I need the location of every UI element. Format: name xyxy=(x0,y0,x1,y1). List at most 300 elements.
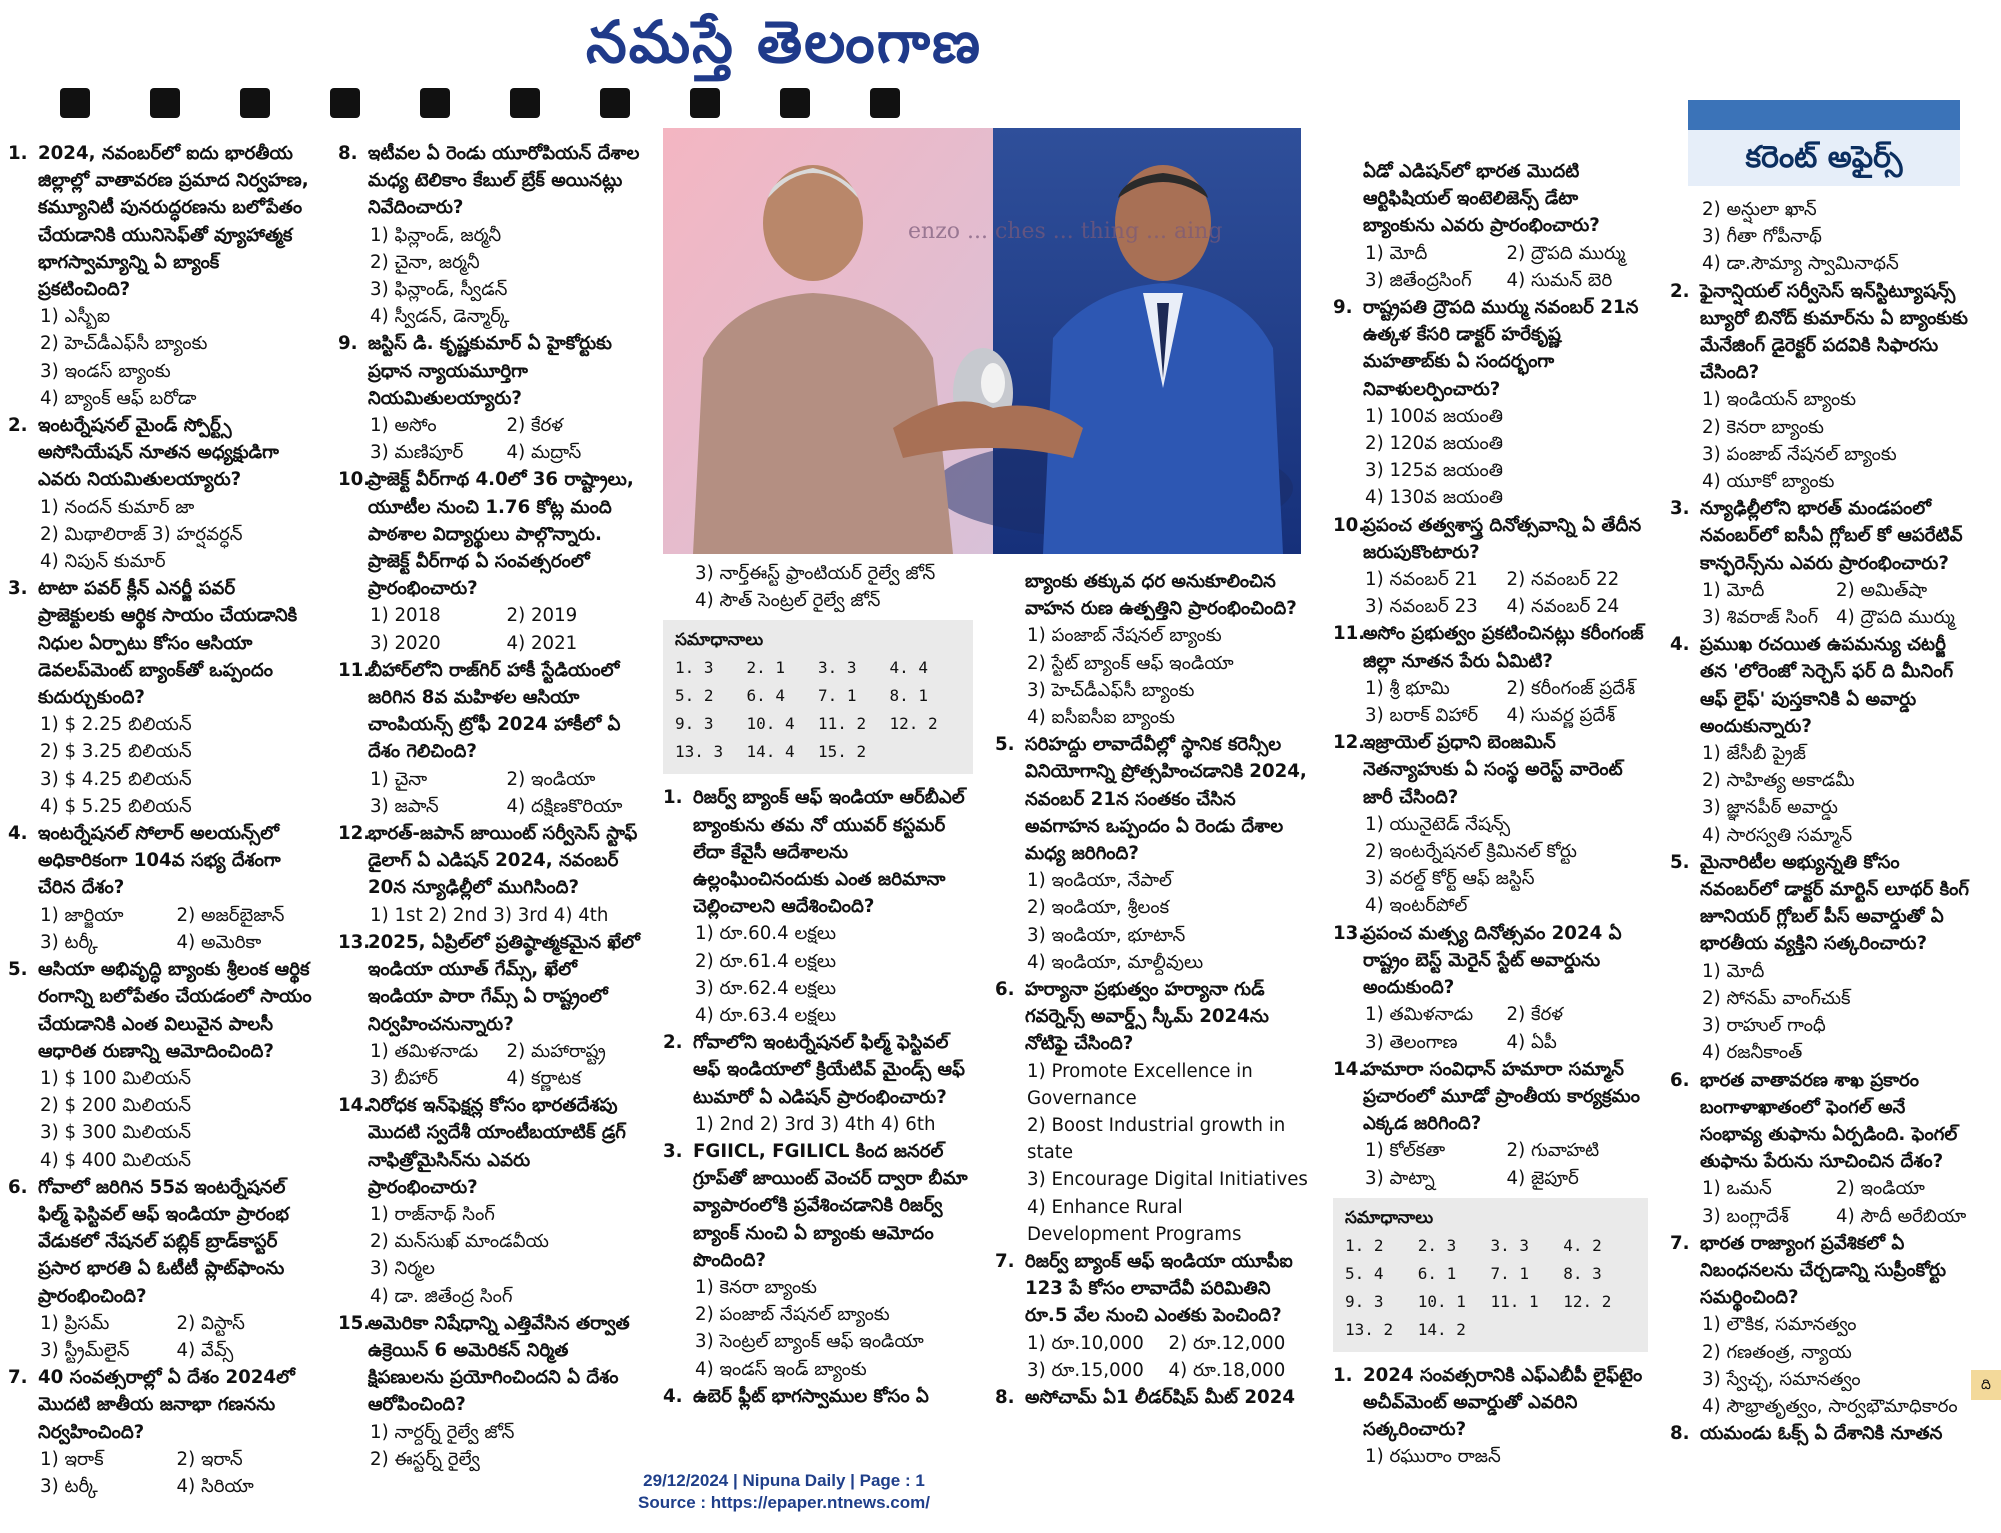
answer-option: 2) కేరళ xyxy=(506,415,563,437)
answer-option: 2) $ 200 మిలియన్ xyxy=(40,1095,192,1117)
answer-option: 2) 120వ జయంతి xyxy=(1365,433,1504,455)
question-item xyxy=(1333,1056,1648,1192)
answer-option: 2) కేరళ xyxy=(1506,1004,1563,1026)
question-text: ఇంటర్నేషనల్ మైండ్ స్పోర్ట్స్ అసోసియేషన్ నూతన అధ్యక్షుడిగా ఎవరు నియమితులయ్యారు? xyxy=(38,415,279,491)
answer-option-row xyxy=(338,439,643,466)
answer-option: 3) రూ.62.4 లక్షలు xyxy=(695,977,837,999)
question-item xyxy=(663,1029,973,1138)
answer-option: 2) కరీంగంజ్ ప్రదేశ్ xyxy=(1506,677,1636,699)
answer-option: 1) లౌకిక, సమానత్వం xyxy=(1702,1314,1857,1336)
question-column-5 xyxy=(1333,158,1648,1468)
answer-option: 2) అన్షులా ఖాన్ xyxy=(1702,199,1817,220)
answer-option: 3) టర్కీ xyxy=(40,931,98,953)
question-line xyxy=(1670,849,1970,958)
answer-key: 3. 3 xyxy=(818,658,857,678)
answer-option: 3) నవంబర్ 23 xyxy=(1365,596,1478,618)
question-number: 7. xyxy=(8,1367,28,1389)
newspaper-masthead: నమస్తే తెలంగాణ xyxy=(586,8,982,76)
question-text: బీహార్‌లోని రాజ్‌గిర్ హాకీ స్టేడియంలో జరిగిన 8వ మహిళల ఆసియా చాంపియన్స్ ట్రోఫీ 2024 హాకీలో ఏ దేశం గెలిచింది? xyxy=(368,659,621,763)
question-item xyxy=(8,820,313,956)
question-line xyxy=(8,140,313,303)
question-line xyxy=(995,1248,1310,1330)
answer-option-row xyxy=(8,1310,313,1337)
answer-option: 3) బీహార్ xyxy=(370,1067,439,1089)
question-item xyxy=(338,929,643,1092)
answer-option: 2) స్టేట్ బ్యాంక్ ఆఫ్ ఇండియా xyxy=(1027,652,1234,674)
question-line xyxy=(1670,1067,1970,1176)
question-item xyxy=(338,466,643,656)
question-line xyxy=(8,1364,313,1446)
answer-option-row xyxy=(338,602,643,629)
question-item xyxy=(338,1310,643,1473)
footer-date-line: 29/12/2024 | Nipuna Daily | Page : 1 xyxy=(643,1471,925,1490)
question-line xyxy=(8,412,313,494)
question-text: న్యూఢిల్లీలోని భారత్ మండపంలో నవంబర్‌లో ఐసీఏ గ్లోబల్ కో ఆపరేటివ్ కాన్ఫరెన్స్‌ను ఎవరు ప్రారంభించారు? xyxy=(1700,498,1963,574)
question-item xyxy=(995,1384,1310,1411)
question-line xyxy=(1333,294,1648,403)
question-number: 4. xyxy=(663,1385,683,1407)
answer-key: 12. 2 xyxy=(889,714,938,734)
question-line xyxy=(1670,631,1970,740)
answer-option: 4) ఐసీఐసీఐ బ్యాంకు xyxy=(1027,707,1175,729)
answer-option: 1) రఘురాం రాజన్ xyxy=(1365,1446,1501,1468)
answer-option: 4) ఇండియా, మాల్దీవులు xyxy=(1027,951,1204,973)
question-line xyxy=(1333,512,1648,566)
question-number: 12. xyxy=(338,823,371,845)
question-number: 13. xyxy=(338,931,371,953)
answer-option: 2) పంజాబ్ నేషనల్ బ్యాంకు xyxy=(695,1304,890,1326)
answer-option: 4) అమెరికా xyxy=(176,931,262,953)
question-text: హమారా సంవిధాన్ హమారా సమ్మాన్ ప్రచారంలో మూడో ప్రాంతీయ కార్యక్రమం ఎక్కడ జరిగింది? xyxy=(1363,1058,1640,1135)
answer-option-row xyxy=(1333,566,1648,593)
answer-option-row xyxy=(1333,593,1648,620)
answer-option: 4) కర్ణాటక xyxy=(506,1067,582,1089)
answer-key: 14. 4 xyxy=(746,742,795,762)
answer-option: 4) రూ.18,000 xyxy=(1168,1359,1286,1381)
answer-option: 3) రాహుల్ గాంధీ xyxy=(1702,1015,1826,1037)
answers-title: సమాధానాలు xyxy=(675,630,764,651)
answer-option: 2) ద్రౌపది ముర్ము xyxy=(1506,242,1626,264)
answer-option: 1) రూ.60.4 లక్షలు xyxy=(695,923,837,945)
question-line xyxy=(338,820,643,902)
question-text: ఇంటర్నేషనల్ సోలార్ అలయన్స్‌లో అధికారికంగా 104వ సభ్య దేశంగా చేరిన దేశం? xyxy=(38,823,281,899)
banner-top-strip xyxy=(1688,100,1960,130)
question-item xyxy=(995,976,1310,1248)
answer-key: 1. 2 xyxy=(1345,1235,1384,1255)
answer-option: 2) ఇరాన్ xyxy=(176,1448,243,1470)
question-number: 12. xyxy=(1333,732,1366,754)
answer-key: 4. 4 xyxy=(889,658,929,678)
answer-option: 3) $ 300 మిలియన్ xyxy=(40,1122,192,1144)
answer-option: 1) మోదీ xyxy=(1365,242,1428,264)
answer-option: 3) జపాన్ xyxy=(370,795,439,817)
question-text: భారత వాతావరణ శాఖ ప్రకారం బంగాళాఖాతంలో ఫెంగల్ అనే సంభావ్య తుఫాను ఏర్పడింది. ఫెంగల్ తుఫాను పేరును సూచించిన దేశం? xyxy=(1700,1069,1958,1173)
question-line xyxy=(338,466,643,602)
question-line xyxy=(995,1384,1310,1411)
answer-option: 1) జార్జియా xyxy=(40,904,124,926)
question-item xyxy=(1670,1067,1970,1230)
answer-option: 1) 1st 2) 2nd 3) 3rd 4) 4th xyxy=(370,904,609,926)
answer-option: 1) 100వ జయంతి xyxy=(1365,405,1504,427)
answer-option: 2) ఇంటర్నేషనల్ క్రిమినల్ కోర్టు xyxy=(1365,841,1577,863)
question-text: ఇజ్రాయెల్ ప్రధాని బెంజమిన్ నెతన్యాహుకు ఏ సంస్థ అరెస్ట్ వారెంట్ జారీ చేసింది? xyxy=(1363,732,1623,808)
answer-option-row xyxy=(8,1446,313,1473)
answer-option: 3) మణిపూర్ xyxy=(370,442,464,464)
answer-option: 4) స్వీడన్, డెన్మార్క్ xyxy=(370,306,510,328)
answer-option: 4) మద్రాస్ xyxy=(506,442,582,464)
answer-option: 1) కెనరా బ్యాంకు xyxy=(695,1277,817,1299)
question-text: FGIICL, FGILICL కింద జనరల్ గ్రూప్‌తో జాయింట్ వెంచర్ ద్వారా బీమా వ్యాపారంలోకి ప్రవేశించడానికి రిజర్వ్ బ్యాంక్ నుంచి ఏ బ్యాంకు ఆమోదం పొందింది? xyxy=(693,1141,968,1271)
question-text: అసోం ప్రభుత్వం ప్రకటించినట్లు కరీంగంజ్ జిల్లా నూతన పేరు ఏమిటి? xyxy=(1363,623,1644,672)
question-item xyxy=(1670,631,1970,849)
question-number: 3. xyxy=(1670,498,1690,520)
question-item xyxy=(1333,729,1648,919)
question-line xyxy=(995,976,1310,1058)
question-number: 3. xyxy=(8,578,28,600)
answer-key xyxy=(1563,1316,1636,1344)
answer-option-row xyxy=(995,1330,1310,1357)
answer-option: 2) మన్‌సుఖ్ మాండవీయ xyxy=(370,1231,549,1253)
answer-key: 3. 3 xyxy=(1490,1235,1530,1255)
question-text: అసోచామ్ ఏ1 లీడర్‌షిప్ మీట్ 2024 xyxy=(1025,1387,1296,1409)
answer-option: 4) ఇండస్ ఇండ్ బ్యాంకు xyxy=(695,1358,867,1380)
question-item xyxy=(338,140,643,330)
question-text: ప్రపంచ మత్స్య దినోత్సవం 2024 ఏ రాష్ట్రం బెస్ట్ మెరైన్ స్టేట్ అవార్డును అందుకుంది? xyxy=(1363,922,1622,999)
answer-option: 3) ఇండియా, భూటాన్ xyxy=(1027,924,1186,946)
answer-key: 11. 1 xyxy=(1490,1291,1539,1311)
answer-option: 4) సిరియా xyxy=(176,1475,254,1497)
question-text: అమెరికా నిషేధాన్ని ఎత్తివేసిన తర్వాత ఉక్రెయిన్ 6 అమెరికన్ నిర్మిత క్షిపణులను ప్రయోగించిందని ఏ దేశం ఆరోపించింది? xyxy=(368,1312,630,1416)
answer-option: 2) 2019 xyxy=(506,605,578,627)
answer-option: 3) Encourage Digital Initiatives xyxy=(1027,1169,1308,1191)
answer-option: 2) అమిత్‌షా xyxy=(1836,579,1928,601)
answer-key: 13. 3 xyxy=(675,742,724,762)
question-number: 6. xyxy=(1670,1069,1690,1091)
answer-option: 1) జేసీబీ ప్రైజ్ xyxy=(1702,743,1806,765)
answer-key: 2. 3 xyxy=(1417,1235,1457,1255)
question-item xyxy=(1670,849,1970,1067)
answer-option: 4) ఏపీ xyxy=(1506,1031,1557,1053)
question-text: ఏడో ఎడిషన్‌లో భారత మొదటి ఆర్టిఫిషియల్ ఇంటెలిజెన్స్ డేటా బ్యాంకును ఎవరు ప్రారంభించారు? xyxy=(1363,161,1600,237)
answer-option: 3) పంజాబ్ నేషనల్ బ్యాంకు xyxy=(1702,443,1897,465)
question-line xyxy=(663,1138,973,1274)
answer-option: 4) సువర్ణ ప్రదేశ్ xyxy=(1506,705,1616,727)
answer-option-row xyxy=(1333,240,1648,267)
question-text: జస్టిస్ డి. కృష్ణకుమార్ ఏ హైకోర్టుకు ప్రధాన న్యాయమూర్తిగా నియమితులయ్యారు? xyxy=(368,333,612,409)
answer-option: 1) $ 100 మిలియన్ xyxy=(40,1067,192,1089)
answer-option: 1) 2018 xyxy=(370,605,441,627)
question-item xyxy=(1670,495,1970,631)
question-item xyxy=(663,1138,973,1383)
question-number: 6. xyxy=(8,1176,28,1198)
question-item xyxy=(1333,512,1648,621)
answer-option-row xyxy=(1670,1175,1970,1202)
question-item xyxy=(8,1174,313,1364)
answer-key: 14. 2 xyxy=(1417,1319,1466,1339)
question-text: ప్రముఖ రచయిత ఉపమన్యు చటర్జీ తన 'లోరెంజో సెర్చెస్ ఫర్ ది మీనింగ్ ఆఫ్ లైఫ్' పుస్తకానికి ఏ అవార్డు అందుకున్నారు? xyxy=(1700,634,1954,737)
question-number: 9. xyxy=(338,333,358,355)
answer-option: 4) జైపూర్ xyxy=(1506,1167,1579,1189)
answer-option: 1) పంజాబ్ నేషనల్ బ్యాంకు xyxy=(1027,625,1222,647)
question-text: నిరోధక ఇన్‌ఫెక్షన్ల కోసం భారతదేశపు మొదటి స్వదేశీ యాంటీబయాటిక్ డ్రగ్ నాఫిత్రోమైసిన్‌ను ఎవరు ప్రారంభించారు? xyxy=(368,1095,626,1198)
answer-option: 2) విస్టాస్ xyxy=(176,1312,245,1334)
answer-option: 4) $ 400 మిలియన్ xyxy=(40,1149,192,1171)
answers-grid xyxy=(675,654,961,766)
answer-option: 2) గణతంత్ర, న్యాయ xyxy=(1702,1341,1852,1363)
question-number: 8. xyxy=(995,1387,1015,1409)
answer-option: 2) ఇండియా, శ్రీలంక xyxy=(1027,897,1170,919)
answers-box xyxy=(663,620,973,774)
answer-option: 2) $ 3.25 బిలియన్ xyxy=(40,741,192,763)
answer-option: 3) బంగ్లాదేశ్ xyxy=(1702,1205,1789,1227)
answer-option: 3) నార్త్‌ఈస్ట్ ఫ్రాంటియర్ రైల్వే జోన్ xyxy=(695,563,936,584)
question-number: 4. xyxy=(8,823,28,845)
answer-key: 4. 2 xyxy=(1563,1235,1602,1255)
question-text: గోవాలో జరిగిన 55వ ఇంటర్నేషనల్ ఫిల్మ్ ఫెస్టివల్ ఆఫ్ ఇండియా ప్రారంభ వేడుకలో నేషనల్ పబ్లిక్ బ్రాడ్‌కాస్టర్ ప్రసార భారతి ఏ ఓటీటీ ప్లాట్‌ఫాంను ప్రారంభించింది? xyxy=(38,1176,289,1307)
answer-option-row xyxy=(338,793,643,820)
question-line xyxy=(338,1092,643,1201)
question-text: 2024 సంవత్సరానికి ఎఫ్ఎబీపీ లైఫ్‌టైం అచీవ్‌మెంట్ అవార్డుతో ఎవరిని సత్కరించారు? xyxy=(1363,1364,1643,1441)
question-line xyxy=(663,1029,973,1111)
answer-option: 4) ద్రౌపది ముర్ము xyxy=(1836,607,1955,629)
answer-option: 1) శ్రీ భూమి xyxy=(1365,677,1450,699)
question-number: 8. xyxy=(338,143,358,164)
question-line xyxy=(8,575,313,711)
answer-option: 2) రూ.12,000 xyxy=(1168,1332,1286,1354)
question-item xyxy=(663,1383,973,1410)
question-item xyxy=(338,820,643,929)
question-number: 2. xyxy=(8,415,28,437)
answer-option: 1) 2nd 2) 3rd 3) 4th 4) 6th xyxy=(695,1113,936,1135)
answer-option: 1) ఒమన్ xyxy=(1702,1178,1772,1200)
question-text: ప్రాజెక్ట్ వీర్‌గాథ 4.0లో 36 రాష్ట్రాలు, యూటీల నుంచి 1.76 కోట్ల మంది పాఠశాల విద్యార్థులు పాల్గొన్నారు. ప్రాజెక్ట్ వీర్‌గాథ ఏ సంవత్సరంలో ప్రారంభించారు? xyxy=(368,469,634,600)
question-number: 1. xyxy=(663,787,683,809)
answer-option: 3) స్ట్రీమ్‌లైన్ xyxy=(40,1339,130,1361)
question-item xyxy=(995,731,1310,976)
question-number: 10. xyxy=(338,469,371,491)
question-line xyxy=(1333,920,1648,1002)
question-number: 5. xyxy=(8,959,28,981)
question-line xyxy=(1333,1056,1648,1138)
answer-option: 2) ఇండియా xyxy=(1836,1178,1925,1200)
question-text: బ్యాంకు తక్కువ ధర అనుకూలించిన వాహన రుణ ఉత్పత్తిని ప్రారంభించింది? xyxy=(1025,571,1297,620)
answer-option: 3) వరల్డ్ కోర్ట్ ఆఫ్ జస్టిస్ xyxy=(1365,868,1535,890)
question-text: భారత రాజ్యాంగ ప్రవేశికలో ఏ నిబంధనలను చేర్చడాన్ని సుప్రీంకోర్టు సమర్థించింది? xyxy=(1700,1232,1947,1309)
question-item xyxy=(338,657,643,820)
question-item xyxy=(1333,1362,1648,1471)
question-item xyxy=(995,568,1310,731)
question-number: 5. xyxy=(1670,851,1690,873)
question-text: ప్రపంచ తత్వశాస్త్ర దినోత్సవాన్ని ఏ తేదీన జరుపుకొంటారు? xyxy=(1363,514,1642,563)
answer-option: 2) ఇండియా xyxy=(506,768,596,790)
answer-option: 1) చైనా xyxy=(370,768,428,790)
answer-option: 3) $ 4.25 బిలియన్ xyxy=(40,768,192,790)
answer-option: 4) నిపున్ కుమార్ xyxy=(40,551,166,573)
section-banner: కరెంట్ అఫైర్స్ xyxy=(1688,130,1960,186)
answer-option-row xyxy=(8,902,313,929)
question-item xyxy=(338,330,643,466)
answer-option: 3) ఫిన్లాండ్, స్వీడన్ xyxy=(370,279,508,301)
answer-option: 4) ఇంటర్‌పోల్ xyxy=(1365,895,1468,917)
question-number: 6. xyxy=(995,979,1015,1001)
question-line xyxy=(995,568,1310,622)
answer-option: 4) రూ.63.4 లక్షలు xyxy=(695,1005,837,1027)
answer-option: 3) 2020 xyxy=(370,632,441,654)
answer-option: 1) రాజ్‌నాథ్ సింగ్ xyxy=(370,1203,495,1225)
award-photo xyxy=(663,128,1301,554)
question-column-3 xyxy=(663,560,973,1460)
answer-option: 4) సుమన్ బెరి xyxy=(1506,269,1613,291)
question-text: ఫైనాన్షియల్ సర్వీసెస్ ఇన్‌స్టిట్యూషన్స్ బ్యూరో బినోద్ కుమార్‌ను ఏ బ్యాంకుకు మేనేజింగ్ డైరెక్టర్ పదవికి సిఫారసు చేసింది? xyxy=(1700,280,1968,384)
answer-option: 3) హెచ్‌డీఎఫ్‌సీ బ్యాంకు xyxy=(1027,679,1195,701)
answer-option: 3) తెలంగాణ xyxy=(1365,1031,1458,1053)
answer-option: 1) నార్దర్న్ రైల్వే జోన్ xyxy=(370,1421,515,1443)
answer-key: 8. 3 xyxy=(1563,1263,1602,1283)
question-text: 2024, నవంబర్‌లో ఐదు భారతీయ జిల్లాల్లో వాతావరణ ప్రమాద నిర్వహణ, కమ్యూనిటీ పునరుద్ధరణను బలోపేతం చేయడానికి యునిసెఫ్‌తో వ్యూహాత్మక భాగస్వామ్యాన్ని ఏ బ్యాంక్ ప్రకటించింది? xyxy=(38,143,309,301)
question-text: ఇటీవల ఏ రెండు యూరోపియన్ దేశాల మధ్య టెలికాం కేబుల్ బ్రేక్ అయినట్లు నివేదించారు? xyxy=(368,143,640,219)
answer-option: 1) నందన్ కుమార్ జా xyxy=(40,496,195,518)
answer-option: 1) మోదీ xyxy=(1702,960,1765,982)
answer-option: 3) టర్కీ xyxy=(40,1475,98,1497)
answer-option: 2) సాహిత్య అకాడమీ xyxy=(1702,770,1855,792)
question-column-2 xyxy=(338,140,643,1470)
question-column-6 xyxy=(1670,196,1970,1445)
answer-option: 4) 130వ జయంతి xyxy=(1365,487,1504,509)
answers-grid xyxy=(1345,1232,1636,1344)
answer-option-row xyxy=(1333,1137,1648,1164)
cropped-headline-strip xyxy=(0,88,1320,122)
answer-option: 4) సౌభ్రాతృత్వం, సార్వభౌమాధికారం xyxy=(1702,1395,1958,1417)
question-line xyxy=(1333,1362,1648,1444)
question-number: 4. xyxy=(1670,634,1690,656)
answer-option: 3) స్వేచ్ఛ, సమానత్వం xyxy=(1702,1368,1861,1390)
question-item xyxy=(8,412,313,575)
answer-option-row xyxy=(1333,1165,1648,1192)
answer-option-row xyxy=(338,1038,643,1065)
answer-option: 1) $ 2.25 బిలియన్ xyxy=(40,714,192,736)
answer-option: 1) అసోం xyxy=(370,415,437,437)
question-line xyxy=(8,956,313,1065)
answer-option: 4) సౌత్ సెంట్రల్ రైల్వే జోన్ xyxy=(695,590,881,612)
question-item xyxy=(1670,1420,1970,1447)
answer-option: 4) సారస్వతి సమ్మాన్ xyxy=(1702,824,1853,846)
question-number: 14. xyxy=(338,1095,371,1117)
answer-option-row xyxy=(8,1337,313,1364)
question-item xyxy=(8,956,313,1174)
answer-option: 3) సెంట్రల్ బ్యాంక్ ఆఫ్ ఇండియా xyxy=(695,1331,924,1353)
answer-option-row xyxy=(338,766,643,793)
answer-option: 4) యూకో బ్యాంకు xyxy=(1702,471,1835,493)
answer-option-row xyxy=(1333,1001,1648,1028)
answer-option: 2) హెచ్‌డీఎఫ్‌సీ బ్యాంకు xyxy=(40,333,208,355)
answer-option-row xyxy=(995,1357,1310,1384)
question-line xyxy=(338,657,643,766)
answers-title: సమాధానాలు xyxy=(1345,1207,1434,1228)
answer-option: 2) నవంబర్ 22 xyxy=(1506,569,1620,591)
question-line xyxy=(338,140,643,222)
answer-key: 7. 1 xyxy=(1490,1263,1530,1283)
answer-option: 1) కోల్‌కతా xyxy=(1365,1140,1446,1162)
answer-key: 6. 1 xyxy=(1417,1263,1457,1283)
award-photo-image xyxy=(663,128,1301,554)
answer-option: 3) బరాక్ విహార్ xyxy=(1365,705,1479,727)
answer-option: 1) యునైటెడ్ నేషన్స్ xyxy=(1365,813,1511,835)
question-number: 15. xyxy=(338,1312,371,1334)
question-number: 2. xyxy=(1670,280,1690,302)
question-number: 11. xyxy=(338,659,371,681)
answer-option: 4) $ 5.25 బిలియన్ xyxy=(40,795,192,817)
answer-option-row xyxy=(338,412,643,439)
question-text: ఉబెర్ ఫ్లీట్ భాగస్వాముల కోసం ఏ xyxy=(693,1385,929,1407)
question-item xyxy=(1670,196,1970,278)
question-line xyxy=(663,784,973,920)
question-number: 9. xyxy=(1333,297,1353,319)
question-text: రాష్ట్రపతి ద్రౌపది ముర్ము నవంబర్ 21న ఉత్కళ కేసరి డాక్టర్ హరేకృష్ణ మహతాబ్‌కు ఏ సందర్భంగా నివాళులర్పించారు? xyxy=(1363,297,1639,400)
answer-key: 9. 3 xyxy=(1345,1291,1384,1311)
question-item xyxy=(1333,294,1648,512)
question-line xyxy=(338,929,643,1038)
answer-option: 4) సౌదీ అరేబియా xyxy=(1836,1205,1967,1227)
question-number: 1. xyxy=(8,143,28,164)
question-item xyxy=(1333,158,1648,294)
answer-option-row xyxy=(338,1065,643,1092)
question-item xyxy=(663,784,973,1029)
page-footer xyxy=(0,1470,1568,1514)
answer-option: 3) పాట్నా xyxy=(1365,1167,1435,1189)
question-number: 11. xyxy=(1333,623,1366,645)
question-line xyxy=(1333,729,1648,811)
answer-option: 4) 2021 xyxy=(506,632,578,654)
answer-option: 2) రూ.61.4 లక్షలు xyxy=(695,950,837,972)
answer-option: 1) ఎస్బీఐ xyxy=(40,306,111,328)
question-item xyxy=(1670,1230,1970,1420)
question-line xyxy=(995,731,1310,867)
answer-option: 2) Boost Industrial growth in state xyxy=(1027,1115,1286,1164)
answer-option: 4) డా.సౌమ్యా స్వామినాథన్ xyxy=(1702,253,1899,275)
answer-key: 11. 2 xyxy=(818,714,867,734)
answer-option-row xyxy=(1670,604,1970,631)
answer-option: 3) జితేంద్రసింగ్ xyxy=(1365,269,1472,291)
question-text: భారత్-జపాన్ జాయింట్ సర్వీసెస్ స్టాఫ్ డైలాగ్ ఏ ఎడిషన్ 2024, నవంబర్ 20న న్యూఢిల్లీలో ముగిసింది? xyxy=(368,823,638,899)
question-text: రిజర్వ్ బ్యాంక్ ఆఫ్ ఇండియా ఆర్‌బీఎల్ బ్యాంకును తమ నో యువర్ కస్టమర్ లేదా కేవైసీ ఆదేశాలను ఉల్లంఘించినందుకు ఎంత జరిమానా చెల్లించాలని ఆదేశించింది? xyxy=(693,787,965,918)
answer-key: 10. 1 xyxy=(1417,1291,1466,1311)
answer-option: 3) ఇండస్ బ్యాంకు xyxy=(40,360,171,382)
answer-option: 4) Enhance Rural Development Programs xyxy=(1027,1196,1242,1245)
question-line xyxy=(663,1383,973,1410)
question-item xyxy=(995,1248,1310,1384)
answer-option: 4) బ్యాంక్ ఆఫ్ బరోడా xyxy=(40,387,197,409)
question-text: గోవాలోని ఇంటర్నేషనల్ ఫిల్మ్ ఫెస్టివల్ ఆఫ్ ఇండియాలో క్రియేటివ్ మైండ్స్ ఆఫ్ టుమారో ఏ ఎడిషన్ ప్రారంభించారు? xyxy=(693,1032,965,1108)
answer-option: 3) నిర్మల xyxy=(370,1258,435,1280)
answer-option-row xyxy=(338,630,643,657)
answer-key: 8. 1 xyxy=(889,686,929,706)
question-number: 14. xyxy=(1333,1058,1366,1080)
photo-backdrop-text: enzo ... ches ... thing ... aing xyxy=(908,219,1223,244)
question-number: 5. xyxy=(995,734,1015,756)
answer-option-row xyxy=(8,929,313,956)
question-text: రిజర్వ్ బ్యాంక్ ఆఫ్ ఇండియా యూపీఐ 123 పే కోసం లావాదేవీ పరిమితిని రూ.5 వేల నుంచి ఎంతకు పెంచింది? xyxy=(1025,1251,1293,1327)
question-item xyxy=(1333,620,1648,729)
question-line xyxy=(8,1174,313,1310)
answer-option: 3) శివరాజ్ సింగ్ xyxy=(1702,607,1819,629)
question-number: 7. xyxy=(995,1251,1015,1273)
answer-option: 3) రూ.15,000 xyxy=(1027,1359,1144,1381)
question-text: మైనారిటీల అభ్యున్నతి కోసం నవంబర్‌లో డాక్టర్ మార్టిన్ లూథర్ కింగ్ జూనియర్ గ్లోబల్ పీస్ అవార్డుతో ఏ భారతీయ వ్యక్తిని సత్కరించారు? xyxy=(1700,851,1969,955)
question-text: టాటా పవర్ క్లీన్ ఎనర్జీ పవర్ ప్రాజెక్టులకు ఆర్థిక సాయం చేయడానికి నిధుల ఏర్పాటు కోసం ఆసియా డెవలప్‌మెంట్ బ్యాంక్‌తో ఒప్పందం కుదుర్చుకుంది? xyxy=(38,578,298,709)
answer-option: 2) చైనా, జర్మనీ xyxy=(370,251,480,273)
answer-option: 4) నవంబర్ 24 xyxy=(1506,596,1620,618)
answer-key: 15. 2 xyxy=(818,742,867,762)
